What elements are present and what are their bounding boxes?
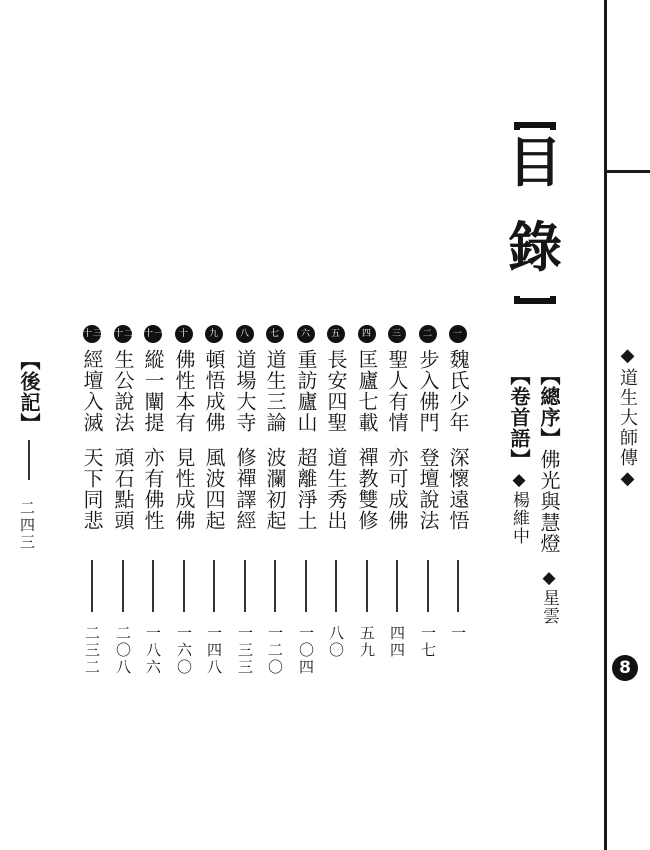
chapter-leader-line xyxy=(274,560,276,612)
chapter-title-first: 經壇入滅 xyxy=(80,349,104,433)
chapter-number-badge: 三 xyxy=(388,325,406,343)
chapter-number-badge: 八 xyxy=(236,325,254,343)
chapter-page-number: 五九 xyxy=(358,625,376,659)
chapter-leader-line xyxy=(335,560,337,612)
chapter-page-number: 一 xyxy=(449,625,467,642)
foreword-column xyxy=(505,365,533,545)
chapter-entry xyxy=(139,325,167,531)
chapter-title-second: 亦可成佛 xyxy=(385,447,409,531)
chapter-title-first: 縱一闡提 xyxy=(141,349,165,433)
chapter-title-second: 頑石點頭 xyxy=(111,447,135,531)
running-head: ◆道生大師傳◆ xyxy=(617,345,638,491)
chapter-page-number: 一六〇 xyxy=(175,625,193,676)
afterword-page: 二四三 xyxy=(18,500,36,551)
chapter-title-first: 道場大寺 xyxy=(233,349,257,433)
chapter-number-badge: 七 xyxy=(266,325,284,343)
chapter-title-second: 修禪譯經 xyxy=(233,447,257,531)
title-char-1: 目 xyxy=(508,130,562,194)
chapter-entry xyxy=(383,325,411,531)
chapter-title-second: 道生秀出 xyxy=(324,447,348,531)
chapter-entry xyxy=(444,325,472,531)
margin-tab-rule xyxy=(607,170,650,173)
chapter-page-number: 四四 xyxy=(388,625,406,659)
chapter-leader-line xyxy=(244,560,246,612)
foreword-label: 【卷首語】 xyxy=(507,365,531,470)
chapter-number-badge: 十一 xyxy=(144,325,162,343)
foreword-author: ◆楊維中 xyxy=(509,470,529,545)
chapter-entry xyxy=(353,325,381,531)
chapter-title-second: 風波四起 xyxy=(202,447,226,531)
chapter-leader-line xyxy=(152,560,154,612)
chapter-entry xyxy=(292,325,320,531)
chapter-title-second: 波瀾初起 xyxy=(263,447,287,531)
chapter-number-badge: 五 xyxy=(327,325,345,343)
chapter-page-number: 八〇 xyxy=(327,625,345,659)
chapter-title-second: 天下同悲 xyxy=(80,447,104,531)
chapter-leader-line xyxy=(91,560,93,612)
chapter-leader-line xyxy=(183,560,185,612)
chapter-number-badge: 十二 xyxy=(114,325,132,343)
chapter-number-badge: 九 xyxy=(205,325,223,343)
preface-title: 佛光與慧燈 xyxy=(537,449,561,554)
page-number-badge: 8 xyxy=(612,655,638,681)
chapter-number-badge: 十三 xyxy=(83,325,101,343)
chapter-title-first: 生公說法 xyxy=(111,349,135,433)
chapter-title-first: 重訪廬山 xyxy=(294,349,318,433)
title-bracket-top xyxy=(514,122,556,130)
chapter-leader-line xyxy=(457,560,459,612)
chapter-title-second: 禪教雙修 xyxy=(355,447,379,531)
chapter-title-second: 亦有佛性 xyxy=(141,447,165,531)
chapter-entry xyxy=(414,325,442,531)
afterword-label: 【後記】 xyxy=(17,350,41,434)
chapter-title-first: 魏氏少年 xyxy=(446,349,470,433)
chapter-page-number: 一八六 xyxy=(144,625,162,676)
chapter-leader-line xyxy=(213,560,215,612)
preface-author: ◆星雲 xyxy=(539,568,559,625)
chapter-title-first: 佛性本有 xyxy=(172,349,196,433)
chapter-page-number: 二三二 xyxy=(83,625,101,676)
title-bracket-bottom xyxy=(514,296,556,304)
chapter-page-number: 二〇八 xyxy=(114,625,132,676)
chapter-leader-line xyxy=(122,560,124,612)
chapter-entry xyxy=(231,325,259,531)
chapter-leader-line xyxy=(305,560,307,612)
chapter-leader-line xyxy=(366,560,368,612)
chapter-title-second: 登壇說法 xyxy=(416,447,440,531)
chapter-title-first: 道生三論 xyxy=(263,349,287,433)
chapter-number-badge: 十 xyxy=(175,325,193,343)
chapter-number-badge: 六 xyxy=(297,325,315,343)
chapter-page-number: 一二〇 xyxy=(266,625,284,676)
chapter-title-first: 步入佛門 xyxy=(416,349,440,433)
chapter-title-second: 超離淨土 xyxy=(294,447,318,531)
chapter-title-first: 聖人有情 xyxy=(385,349,409,433)
preface-label: 【總序】 xyxy=(537,365,561,449)
chapter-title-first: 長安四聖 xyxy=(324,349,348,433)
chapter-title-second: 見性成佛 xyxy=(172,447,196,531)
chapter-leader-line xyxy=(427,560,429,612)
chapter-page-number: 一三三 xyxy=(236,625,254,676)
afterword-leader xyxy=(28,440,30,480)
chapter-leader-line xyxy=(396,560,398,612)
chapter-number-badge: 四 xyxy=(358,325,376,343)
chapter-entry xyxy=(322,325,350,531)
chapter-entry xyxy=(78,325,106,531)
chapter-number-badge: 一 xyxy=(449,325,467,343)
title-char-2: 錄 xyxy=(508,215,562,279)
chapter-entry xyxy=(200,325,228,531)
chapter-entry xyxy=(261,325,289,531)
chapter-title-second: 深懷遠悟 xyxy=(446,447,470,531)
chapter-page-number: 一七 xyxy=(419,625,437,659)
chapter-entry xyxy=(170,325,198,531)
chapter-title-first: 匡廬七載 xyxy=(355,349,379,433)
chapter-page-number: 一四八 xyxy=(205,625,223,676)
chapter-entry xyxy=(109,325,137,531)
chapter-number-badge: 二 xyxy=(419,325,437,343)
margin-rule xyxy=(604,0,607,850)
preface-column xyxy=(535,365,563,625)
chapter-title-first: 頓悟成佛 xyxy=(202,349,226,433)
chapter-page-number: 一〇四 xyxy=(297,625,315,676)
